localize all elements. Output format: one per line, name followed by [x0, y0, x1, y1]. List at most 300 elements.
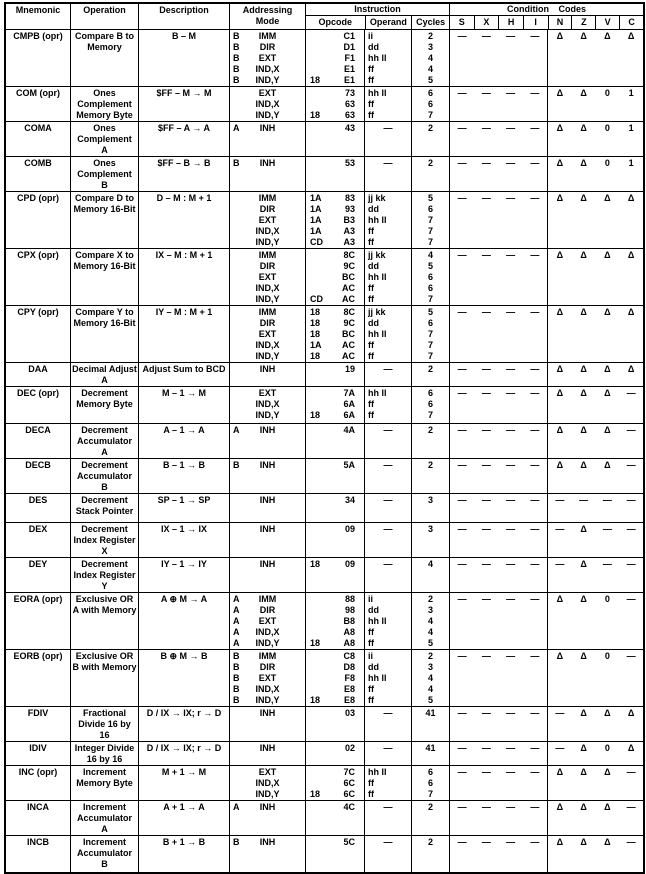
register-prefix: A: [233, 627, 240, 637]
operation-line: Memory: [87, 42, 122, 52]
register-prefix: B: [233, 695, 240, 705]
cc-flag-i: —: [530, 495, 540, 505]
operation-line: Decrement: [81, 425, 128, 435]
operation-line: B: [101, 482, 108, 492]
cc-flag-v: Δ: [604, 364, 611, 374]
opcode-cell: [305, 707, 364, 741]
operation-cell: [70, 363, 138, 386]
cc-flag-v: Δ: [604, 460, 611, 470]
cc-flag-n: Δ: [556, 193, 564, 203]
opcode-cell: [305, 459, 364, 493]
header-condition-codes: Condition Codes: [450, 4, 643, 16]
addressing-mode-line: [230, 616, 305, 627]
operation-line: Accumulator: [76, 848, 132, 858]
cc-flag-h: —: [506, 250, 516, 260]
cycles-value: 6: [427, 388, 433, 398]
opcode-line: [306, 42, 364, 53]
cycles-value: 4: [427, 673, 433, 683]
operation-cell: [70, 249, 138, 305]
mnemonic-cell: CMPB (opr): [13, 31, 63, 41]
operation-line: Y: [101, 581, 108, 591]
operation-cell: [70, 387, 138, 423]
operation-cell: [70, 30, 138, 86]
cc-flag-s: —: [457, 31, 467, 41]
addressing-mode-line: [230, 837, 305, 848]
mnemonic-cell: COMB: [24, 158, 52, 168]
operand-value: ff: [368, 410, 374, 420]
cc-flag-s: —: [457, 364, 467, 374]
opcode-line: [306, 594, 364, 605]
cc-flag-z: Δ: [580, 802, 587, 812]
cc-flag-h: —: [506, 802, 516, 812]
cc-flag-x: —: [481, 767, 491, 777]
cc-flag-s: —: [457, 158, 467, 168]
addressing-mode: DIR: [259, 261, 276, 271]
opcode-cell: [305, 157, 364, 191]
operand-value: —: [383, 524, 393, 534]
cc-flag-i: —: [530, 708, 540, 718]
cycles-value: 6: [427, 272, 433, 282]
register-prefix: B: [233, 64, 240, 74]
operation-cell: [70, 87, 138, 121]
operand-value: jj kk: [368, 250, 386, 260]
operation-cell: [70, 523, 138, 557]
cc-flag-i: —: [530, 743, 540, 753]
opcode-value: 6C: [343, 789, 355, 799]
operand-value: ff: [368, 226, 374, 236]
opcode-line: [306, 837, 364, 848]
cc-flag-s: —: [457, 193, 467, 203]
cycles-value: 2: [427, 651, 433, 661]
cycles-value: 2: [427, 31, 433, 41]
operand-cell: [364, 157, 411, 191]
condition-codes-nzvc-cell: [547, 523, 643, 557]
cc-flag-n: —: [555, 708, 565, 718]
cycles-value: 7: [427, 237, 433, 247]
operand-cell: [364, 387, 411, 423]
opcode-line: [306, 410, 364, 421]
operand-value: ff: [368, 64, 374, 74]
opcode-line: [306, 778, 364, 789]
cc-flag-z: Δ: [580, 307, 587, 317]
cc-flag-z: Δ: [580, 524, 587, 534]
description-cell: Adjust Sum to BCD: [138, 363, 229, 386]
addressing-mode-line: [230, 559, 305, 570]
condition-codes-sxhi-cell: [449, 523, 547, 557]
cc-flag-i: —: [530, 88, 540, 98]
opcode-value: 5C: [343, 837, 355, 847]
register-prefix: A: [233, 594, 240, 604]
addressing-mode-cell: [229, 558, 305, 592]
register-prefix: A: [233, 605, 240, 615]
cc-flag-n: Δ: [556, 651, 564, 661]
opcode-line: [306, 743, 364, 754]
cycles-cell: [411, 494, 449, 522]
condition-codes-sxhi-cell: [449, 87, 547, 121]
header-mnemonic: Mnemonic: [15, 5, 61, 15]
addressing-mode-line: [230, 158, 305, 169]
cc-flag-x: —: [481, 158, 491, 168]
opcode-cell: [305, 494, 364, 522]
condition-codes-sxhi-cell: [449, 593, 547, 649]
condition-codes-nzvc-cell: [547, 122, 643, 156]
addressing-mode: IND,Y: [255, 294, 280, 304]
cycles-value: 6: [427, 318, 433, 328]
opcode-line: [306, 399, 364, 410]
cc-flag-s: —: [457, 388, 467, 398]
operation-line: Decimal Adjust: [72, 364, 137, 374]
cc-flag-x: —: [481, 250, 491, 260]
addressing-mode: IND,Y: [255, 110, 280, 120]
register-prefix: B: [233, 42, 240, 52]
opcode-line: [306, 215, 364, 226]
operation-cell: [70, 424, 138, 458]
register-prefix: A: [233, 425, 240, 435]
operation-line: Fractional: [82, 708, 126, 718]
cc-flag-v: 0: [604, 651, 610, 661]
operand-value: jj kk: [368, 193, 386, 203]
cc-flag-c: —: [626, 594, 636, 604]
addressing-mode-line: [230, 460, 305, 471]
condition-codes-nzvc-cell: [547, 766, 643, 800]
operation-cell: [70, 766, 138, 800]
cycles-value: 2: [427, 123, 433, 133]
mnemonic-cell: CPX (opr): [17, 250, 59, 260]
register-prefix: B: [233, 837, 240, 847]
operand-value: —: [383, 460, 393, 470]
cycles-cell: [411, 30, 449, 86]
opcode-prebyte: 1A: [310, 204, 322, 214]
operation-cell: [70, 801, 138, 835]
opcode-value: 6A: [343, 399, 355, 409]
cc-flag-s: —: [457, 425, 467, 435]
condition-codes-nzvc-cell: [547, 593, 643, 649]
description-cell: M + 1 → M: [138, 766, 229, 800]
operation-line: Memory 16-Bit: [73, 261, 136, 271]
addressing-mode-cell: [229, 424, 305, 458]
addressing-mode: DIR: [259, 318, 276, 328]
cc-flag-z: Δ: [580, 460, 587, 470]
operation-line: Increment: [82, 802, 126, 812]
cc-flag-v: Δ: [604, 802, 611, 812]
cc-flag-s: —: [457, 524, 467, 534]
register-prefix: A: [233, 616, 240, 626]
header-cc-c: C: [619, 16, 643, 29]
cycles-cell: [411, 192, 449, 248]
cc-flag-v: Δ: [604, 388, 611, 398]
addressing-mode-line: [230, 605, 305, 616]
cc-flag-x: —: [481, 594, 491, 604]
cycles-value: 6: [427, 767, 433, 777]
mnemonic-cell: INC (opr): [18, 767, 58, 777]
condition-codes-sxhi-cell: [449, 122, 547, 156]
opcode-prebyte: 18: [310, 75, 321, 85]
opcode-value: B3: [343, 215, 355, 225]
operation-cell: [70, 122, 138, 156]
table-row: [6, 86, 643, 121]
cycles-value: 7: [427, 340, 433, 350]
addressing-mode-line: [230, 215, 305, 226]
opcode-cell: [305, 363, 364, 386]
header-addressing-line2: Mode: [255, 16, 280, 26]
mnemonic-cell: DEY: [28, 559, 48, 569]
addressing-mode-line: [230, 75, 305, 86]
cc-flag-i: —: [530, 307, 540, 317]
operation-cell: [70, 192, 138, 248]
condition-codes-nzvc-cell: [547, 494, 643, 522]
opcode-value: C8: [343, 651, 355, 661]
operation-line: Complement: [77, 134, 132, 144]
cc-flag-i: —: [530, 524, 540, 534]
mnemonic-cell: CPY (opr): [17, 307, 59, 317]
opcode-line: [306, 283, 364, 294]
addressing-mode-line: [230, 638, 305, 649]
cc-flag-x: —: [481, 495, 491, 505]
opcode-value: D8: [343, 662, 355, 672]
operation-line: A with Memory: [72, 605, 137, 615]
cc-flag-n: Δ: [556, 767, 564, 777]
addressing-mode: IND,X: [255, 684, 280, 694]
operand-value: hh ll: [368, 53, 387, 63]
header-opcode: Opcode: [318, 17, 353, 27]
description-cell: B – 1 → B: [138, 459, 229, 493]
operand-value: hh ll: [368, 767, 387, 777]
cycles-cell: [411, 363, 449, 386]
operation-cell: [70, 494, 138, 522]
opcode-line: [306, 425, 364, 436]
cc-flag-h: —: [506, 495, 516, 505]
addressing-mode-cell: [229, 306, 305, 362]
cc-flag-z: Δ: [580, 743, 587, 753]
opcode-line: [306, 616, 364, 627]
addressing-mode-line: [230, 594, 305, 605]
cc-flag-i: —: [530, 425, 540, 435]
cc-flag-x: —: [481, 88, 491, 98]
cycles-cell: [411, 387, 449, 423]
operation-line: Index Register: [73, 570, 136, 580]
addressing-mode: EXT: [258, 215, 277, 225]
table-row: [6, 522, 643, 557]
opcode-value: 63: [344, 99, 355, 109]
opcode-value: 83: [344, 193, 355, 203]
opcode-prebyte: 18: [310, 789, 321, 799]
cc-flag-s: —: [457, 708, 467, 718]
addressing-mode-line: [230, 651, 305, 662]
cc-flag-x: —: [481, 388, 491, 398]
operand-cell: [364, 650, 411, 706]
addressing-mode-cell: [229, 766, 305, 800]
description-cell: D / IX → IX; r → D: [138, 707, 229, 741]
operand-value: —: [383, 559, 393, 569]
opcode-cell: [305, 30, 364, 86]
operand-value: —: [383, 158, 393, 168]
description-cell: $FF – B → B: [138, 157, 229, 191]
cycles-value: 6: [427, 399, 433, 409]
addressing-mode-line: [230, 802, 305, 813]
cycles-cell: [411, 459, 449, 493]
register-prefix: A: [233, 638, 240, 648]
opcode-line: [306, 638, 364, 649]
cc-flag-i: —: [530, 837, 540, 847]
description-cell: IX – M : M + 1: [138, 249, 229, 305]
description-cell: $FF – M → M: [138, 87, 229, 121]
operand-value: —: [383, 123, 393, 133]
condition-codes-sxhi-cell: [449, 801, 547, 835]
opcode-line: [306, 272, 364, 283]
table-row: [6, 305, 643, 362]
register-prefix: B: [233, 53, 240, 63]
cycles-value: 7: [427, 329, 433, 339]
opcode-line: [306, 695, 364, 706]
header-operation: Operation: [70, 4, 138, 29]
register-prefix: B: [233, 31, 240, 41]
description-cell: $FF – A → A: [138, 122, 229, 156]
cc-flag-c: —: [626, 651, 636, 661]
header-operand: Operand: [365, 16, 412, 29]
opcode-value: E8: [343, 684, 355, 694]
condition-codes-sxhi-cell: [449, 363, 547, 386]
cc-flag-c: —: [626, 524, 636, 534]
opcode-value: 4C: [343, 802, 355, 812]
addressing-mode-line: [230, 250, 305, 261]
operation-line: Memory 16-Bit: [73, 318, 136, 328]
cc-flag-x: —: [481, 743, 491, 753]
condition-codes-nzvc-cell: [547, 558, 643, 592]
operand-cell: [364, 459, 411, 493]
header-cc-i: I: [523, 16, 548, 29]
operation-line: Decrement: [81, 460, 128, 470]
cycles-value: 5: [427, 75, 433, 85]
opcode-value: 63: [344, 110, 355, 120]
header-cc-z: Z: [571, 16, 595, 29]
operand-value: hh ll: [368, 88, 387, 98]
addressing-mode: INH: [259, 158, 276, 168]
addressing-mode: IMM: [258, 594, 277, 604]
opcode-cell: [305, 87, 364, 121]
operand-value: ff: [368, 75, 374, 85]
operation-line: Accumulator: [76, 471, 132, 481]
addressing-mode-cell: [229, 387, 305, 423]
cycles-cell: [411, 742, 449, 765]
cycles-value: 4: [427, 250, 433, 260]
opcode-line: [306, 158, 364, 169]
opcode-line: [306, 193, 364, 204]
addressing-mode: DIR: [259, 204, 276, 214]
cc-flag-v: Δ: [604, 307, 611, 317]
cycles-value: 2: [427, 460, 433, 470]
operand-cell: [364, 707, 411, 741]
operation-line: Increment: [82, 767, 126, 777]
cc-flag-s: —: [457, 594, 467, 604]
operand-cell: [364, 192, 411, 248]
addressing-mode: IND,X: [255, 226, 280, 236]
operation-line: Memory 16-Bit: [73, 204, 136, 214]
opcode-line: [306, 495, 364, 506]
cc-flag-c: Δ: [627, 250, 635, 260]
cc-flag-c: —: [626, 802, 636, 812]
opcode-cell: [305, 801, 364, 835]
mnemonic-cell: FDIV: [27, 708, 49, 718]
opcode-prebyte: 18: [310, 110, 321, 120]
opcode-value: AC: [342, 340, 355, 350]
cc-flag-c: Δ: [627, 708, 635, 718]
addressing-mode-line: [230, 708, 305, 719]
operand-value: ff: [368, 237, 374, 247]
addressing-mode-line: [230, 425, 305, 436]
cc-flag-z: Δ: [580, 158, 587, 168]
description-cell: IX – 1 → IX: [138, 523, 229, 557]
operand-value: hh ll: [368, 329, 387, 339]
cc-flag-h: —: [506, 594, 516, 604]
opcode-cell: [305, 192, 364, 248]
cc-flag-x: —: [481, 651, 491, 661]
cc-flag-n: Δ: [556, 802, 564, 812]
mnemonic-cell: DAA: [28, 364, 48, 374]
cycles-value: 7: [427, 215, 433, 225]
mnemonic-cell: COM (opr): [16, 88, 60, 98]
operand-value: ff: [368, 110, 374, 120]
table-row: [6, 362, 643, 386]
operation-line: Increment: [82, 837, 126, 847]
addressing-mode-line: [230, 53, 305, 64]
operand-cell: [364, 87, 411, 121]
opcode-line: [306, 294, 364, 305]
header-cc-s: S: [458, 17, 465, 27]
addressing-mode-line: [230, 410, 305, 421]
cycles-value: 41: [425, 743, 436, 753]
mnemonic-cell: DECA: [25, 425, 51, 435]
operation-line: Compare Y to: [75, 307, 134, 317]
addressing-mode: IMM: [258, 193, 277, 203]
cc-flag-s: —: [457, 88, 467, 98]
cc-flag-h: —: [506, 364, 516, 374]
cc-flag-c: Δ: [627, 31, 635, 41]
addressing-mode: DIR: [259, 605, 276, 615]
opcode-prebyte: 18: [310, 638, 321, 648]
addressing-mode: IND,Y: [255, 410, 280, 420]
cc-flag-z: Δ: [580, 767, 587, 777]
opcode-cell: [305, 650, 364, 706]
cc-flag-v: 0: [604, 123, 610, 133]
opcode-prebyte: 18: [310, 559, 321, 569]
cc-flag-n: —: [555, 524, 565, 534]
addressing-mode-cell: [229, 363, 305, 386]
operation-cell: [70, 742, 138, 765]
cc-flag-z: Δ: [580, 837, 587, 847]
opcode-line: [306, 261, 364, 272]
register-prefix: B: [233, 673, 240, 683]
addressing-mode: EXT: [258, 88, 277, 98]
operation-line: Compare D to: [74, 193, 134, 203]
table-row: [6, 493, 643, 522]
opcode-value: B8: [343, 616, 355, 626]
addressing-mode-cell: [229, 707, 305, 741]
addressing-mode: IMM: [258, 31, 277, 41]
cc-flag-h: —: [506, 158, 516, 168]
mnemonic-cell: EORA (opr): [13, 594, 63, 604]
addressing-mode-line: [230, 88, 305, 99]
cc-flag-h: —: [506, 524, 516, 534]
cc-flag-x: —: [481, 31, 491, 41]
operation-line: Decrement: [81, 524, 128, 534]
cycles-value: 4: [427, 616, 433, 626]
addressing-mode-cell: [229, 650, 305, 706]
operand-value: ff: [368, 789, 374, 799]
operand-value: —: [383, 495, 393, 505]
opcode-line: [306, 329, 364, 340]
opcode-prebyte: 18: [310, 351, 321, 361]
register-prefix: B: [233, 75, 240, 85]
